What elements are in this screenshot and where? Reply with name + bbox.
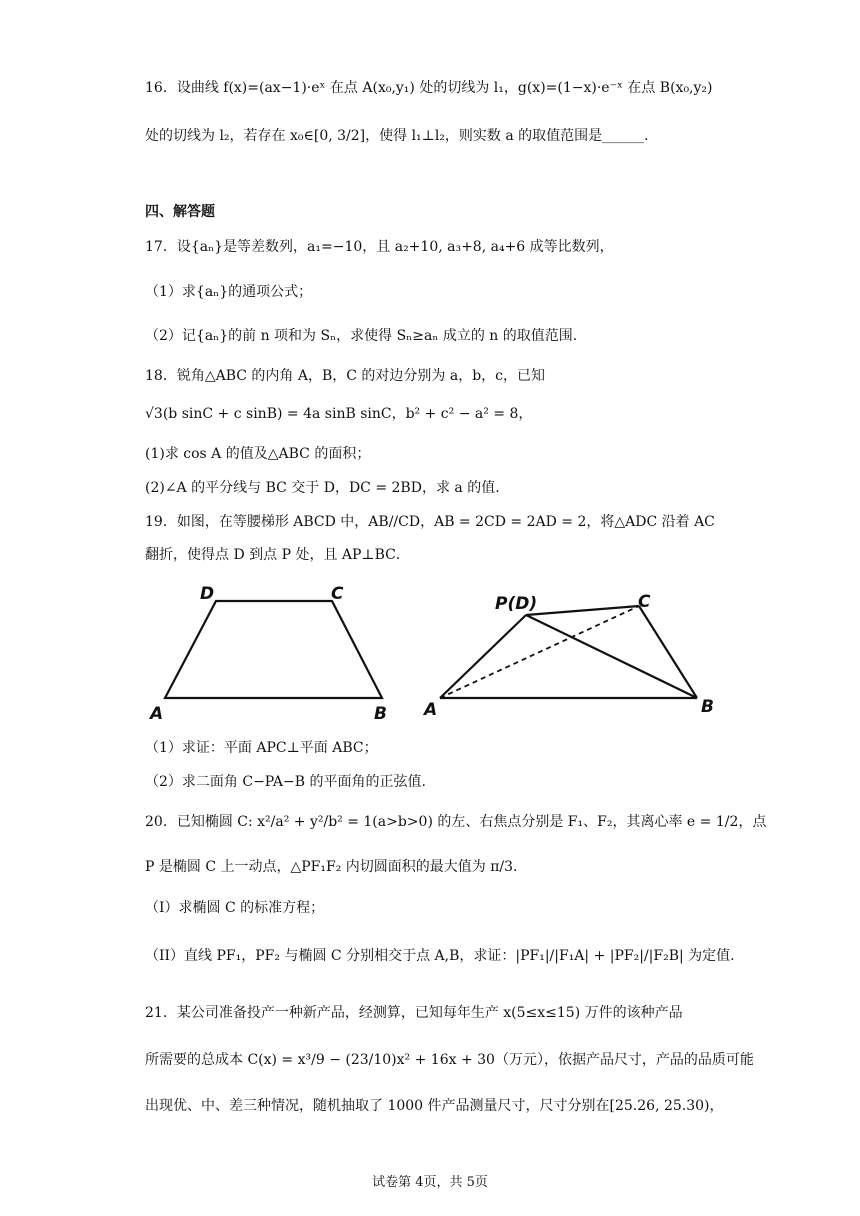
problem-18-question-1: (1)求 cos A 的值及△ABC 的面积； [145, 446, 371, 462]
problem-17-question-1: （1）求{aₙ}的通项公式； [145, 284, 313, 300]
label-D: D [200, 584, 215, 604]
problem-16-line-1: 16．设曲线 f(x)=(ax−1)·eˣ 在点 A(x₀,y₁) 处的切线为 l₁，g(x)=(1−x)·e⁻ˣ 在点 B(x₀,y₂) [145, 80, 713, 96]
edge-AC-dashed [440, 606, 639, 698]
problem-19-stem-1: 19．如图，在等腰梯形 ABCD 中，AB//CD，AB = 2CD = 2AD = 2，将△ADC 沿着 AC [145, 514, 715, 530]
problem-21-line-1: 21．某公司准备投产一种新产品，经测算，已知每年生产 x(5≤x≤15) 万件的该种产品 [145, 1005, 683, 1021]
page-footer: 试卷第 4页，共 5页 [372, 1175, 488, 1190]
problem-19-stem-2: 翻折，使得点 D 到点 P 处，且 AP⊥BC． [145, 547, 410, 563]
trapezoid-outline [165, 601, 382, 698]
label-C: C [331, 584, 344, 604]
problem-20-question-1: （I）求椭圆 C 的标准方程； [145, 900, 325, 916]
trapezoid-figure [140, 580, 410, 725]
problem-20-question-2: （II）直线 PF₁，PF₂ 与椭圆 C 分别相交于点 A,B，求证：|PF₁|/|F₁A| + |PF₂|/|F₂B| 为定值. [145, 948, 735, 964]
folded-figure [420, 585, 730, 725]
edge-AP [440, 615, 526, 698]
label-B: B [374, 704, 387, 724]
problem-18-stem: 18．锐角△ABC 的内角 A，B，C 的对边分别为 a，b，c，已知 [145, 368, 546, 384]
problem-19-question-1: （1）求证：平面 APC⊥平面 ABC； [145, 740, 378, 756]
label-B2: B [701, 697, 714, 717]
problem-20-stem-2: P 是椭圆 C 上一动点，△PF₁F₂ 内切圆面积的最大值为 π/3． [145, 859, 528, 875]
problem-16-line-2: 处的切线为 l₂，若存在 x₀∈[0, 3/2]，使得 l₁⊥l₂，则实数 a 的取值范围是______． [145, 128, 659, 144]
section-heading-answer-questions: 四、解答题 [145, 204, 215, 220]
label-A: A [150, 704, 164, 724]
problem-17-stem: 17．设{aₙ}是等差数列，a₁=−10，且 a₂+10, a₃+8, a₄+6 成等比数列， [145, 239, 614, 255]
problem-17-question-2: （2）记{aₙ}的前 n 项和为 Sₙ，求使得 Sₙ≥aₙ 成立的 n 的取值范围. [145, 328, 578, 344]
label-P-D: P(D) [495, 594, 538, 614]
label-A2: A [424, 700, 438, 720]
problem-20-stem-1: 20．已知椭圆 C: x²/a² + y²/b² = 1(a>b>0) 的左、右焦点分别是 F₁、F₂，其离心率 e = 1/2，点 [145, 814, 767, 830]
problem-18-condition: √3(b sinC + c sinB) = 4a sinB sinC，b² + c² − a² = 8， [145, 406, 533, 422]
problem-21-line-3: 出现优、中、差三种情况，随机抽取了 1000 件产品测量尺寸，尺寸分别在[25.26, 25.30)， [145, 1098, 724, 1114]
problem-19-question-2: （2）求二面角 C−PA−B 的平面角的正弦值. [145, 774, 426, 790]
problem-21-line-2: 所需要的总成本 C(x) = x³/9 − (23/10)x² + 16x + 30（万元），依据产品尺寸，产品的品质可能 [145, 1052, 754, 1068]
problem-18-question-2: (2)∠A 的平分线与 BC 交于 D，DC = 2BD，求 a 的值. [145, 480, 500, 496]
label-C2: C [638, 592, 651, 612]
